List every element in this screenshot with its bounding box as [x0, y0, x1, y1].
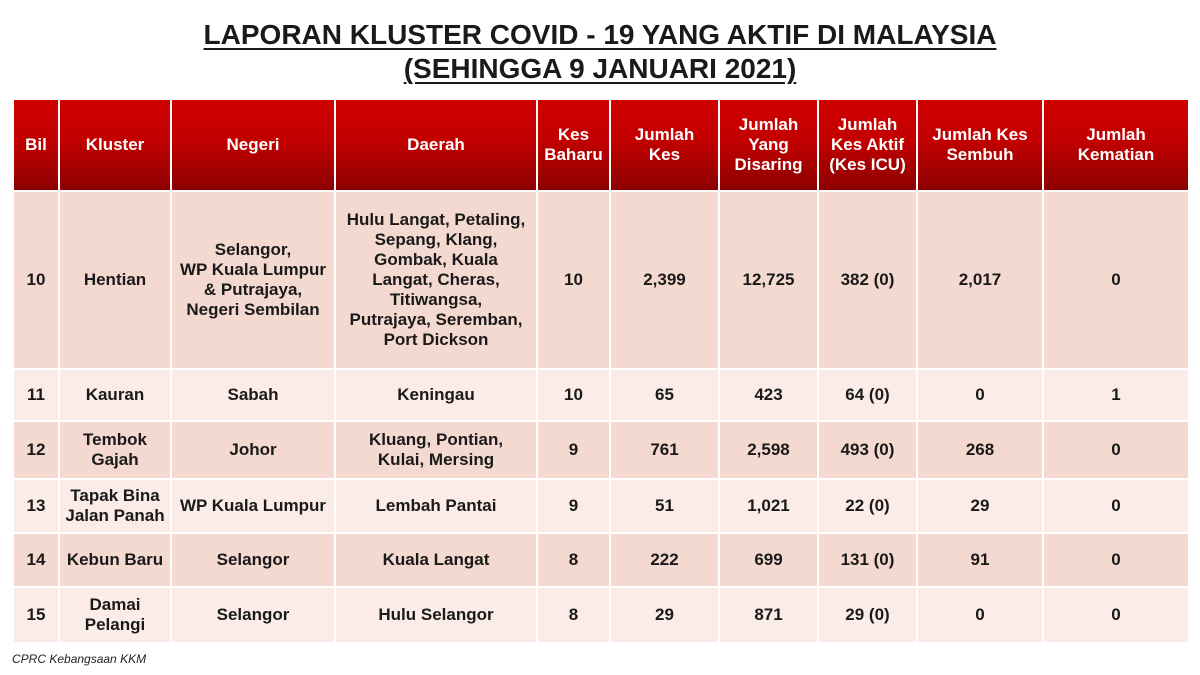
- cell-jumlah-kes: 51: [610, 479, 719, 533]
- cell-kluster: Kebun Baru: [59, 533, 171, 587]
- cell-kes-baharu: 8: [537, 533, 610, 587]
- cell-daerah: Kuala Langat: [335, 533, 537, 587]
- cell-kes-sembuh: 0: [917, 369, 1043, 421]
- cluster-table: [12, 98, 1190, 644]
- cell-kes-sembuh: 91: [917, 533, 1043, 587]
- cell-bil: 15: [13, 587, 59, 643]
- cell-jumlah-kes: 2,399: [610, 191, 719, 369]
- cell-kluster: Tembok Gajah: [59, 421, 171, 479]
- cell-bil: 14: [13, 533, 59, 587]
- header-kematian: Jumlah Kematian: [1043, 99, 1189, 191]
- cell-jumlah-disaring: 871: [719, 587, 818, 643]
- cell-kematian: 0: [1043, 191, 1189, 369]
- cell-negeri: WP Kuala Lumpur: [171, 479, 335, 533]
- cell-kes-aktif: 64 (0): [818, 369, 917, 421]
- cell-bil: 11: [13, 369, 59, 421]
- table-row: [13, 421, 1189, 479]
- cell-jumlah-disaring: 2,598: [719, 421, 818, 479]
- cell-daerah: Hulu Langat, Petaling, Sepang, Klang, Gombak, Kuala Langat, Cheras, Titiwangsa, Putrajaya, Seremban, Port Dickson: [335, 191, 537, 369]
- cell-kes-baharu: 10: [537, 191, 610, 369]
- table-row: [13, 533, 1189, 587]
- cell-negeri: Johor: [171, 421, 335, 479]
- cell-daerah: Kluang, Pontian, Kulai, Mersing: [335, 421, 537, 479]
- table-row: [13, 369, 1189, 421]
- cell-kematian: 1: [1043, 369, 1189, 421]
- cell-kes-sembuh: 268: [917, 421, 1043, 479]
- header-jumlah-disaring: Jumlah Yang Disaring: [719, 99, 818, 191]
- cell-kes-baharu: 9: [537, 479, 610, 533]
- cell-kes-baharu: 10: [537, 369, 610, 421]
- table-row: [13, 191, 1189, 369]
- source-note: CPRC Kebangsaan KKM: [12, 652, 147, 666]
- header-daerah: Daerah: [335, 99, 537, 191]
- cell-jumlah-disaring: 699: [719, 533, 818, 587]
- header-negeri: Negeri: [171, 99, 335, 191]
- cell-daerah: Hulu Selangor: [335, 587, 537, 643]
- cell-kes-aktif: 382 (0): [818, 191, 917, 369]
- cell-kluster: Tapak Bina Jalan Panah: [59, 479, 171, 533]
- cell-negeri: Selangor: [171, 587, 335, 643]
- cell-kes-aktif: 22 (0): [818, 479, 917, 533]
- title-line-2: (SEHINGGA 9 JANUARI 2021): [403, 53, 797, 84]
- cell-kes-aktif: 493 (0): [818, 421, 917, 479]
- table-row: [13, 479, 1189, 533]
- header-jumlah-kes: Jumlah Kes: [610, 99, 719, 191]
- cell-bil: 10: [13, 191, 59, 369]
- cell-jumlah-kes: 761: [610, 421, 719, 479]
- cell-kluster: Hentian: [59, 191, 171, 369]
- header-row: [13, 99, 1189, 191]
- page-title: [0, 18, 1200, 86]
- cell-kes-sembuh: 0: [917, 587, 1043, 643]
- cell-kluster: Damai Pelangi: [59, 587, 171, 643]
- cell-jumlah-kes: 29: [610, 587, 719, 643]
- cell-jumlah-disaring: 1,021: [719, 479, 818, 533]
- header-kluster: Kluster: [59, 99, 171, 191]
- cell-kes-aktif: 131 (0): [818, 533, 917, 587]
- cell-jumlah-kes: 222: [610, 533, 719, 587]
- table-row: [13, 587, 1189, 643]
- cell-kematian: 0: [1043, 421, 1189, 479]
- cell-negeri: Selangor: [171, 533, 335, 587]
- cell-jumlah-kes: 65: [610, 369, 719, 421]
- title-line-1: LAPORAN KLUSTER COVID - 19 YANG AKTIF DI MALAYSIA: [203, 19, 997, 50]
- cell-kematian: 0: [1043, 533, 1189, 587]
- cell-kes-aktif: 29 (0): [818, 587, 917, 643]
- cell-kematian: 0: [1043, 587, 1189, 643]
- cell-daerah: Keningau: [335, 369, 537, 421]
- header-kes-baharu: Kes Baharu: [537, 99, 610, 191]
- header-kes-sembuh: Jumlah Kes Sembuh: [917, 99, 1043, 191]
- cell-bil: 12: [13, 421, 59, 479]
- header-bil: Bil: [13, 99, 59, 191]
- cell-jumlah-disaring: 423: [719, 369, 818, 421]
- header-kes-aktif: Jumlah Kes Aktif (Kes ICU): [818, 99, 917, 191]
- cell-kluster: Kauran: [59, 369, 171, 421]
- cell-kematian: 0: [1043, 479, 1189, 533]
- cell-kes-baharu: 9: [537, 421, 610, 479]
- cell-daerah: Lembah Pantai: [335, 479, 537, 533]
- cell-negeri: Sabah: [171, 369, 335, 421]
- cell-kes-baharu: 8: [537, 587, 610, 643]
- cell-jumlah-disaring: 12,725: [719, 191, 818, 369]
- cell-kes-sembuh: 2,017: [917, 191, 1043, 369]
- cell-bil: 13: [13, 479, 59, 533]
- cell-kes-sembuh: 29: [917, 479, 1043, 533]
- cell-negeri: Selangor, WP Kuala Lumpur & Putrajaya, Negeri Sembilan: [171, 191, 335, 369]
